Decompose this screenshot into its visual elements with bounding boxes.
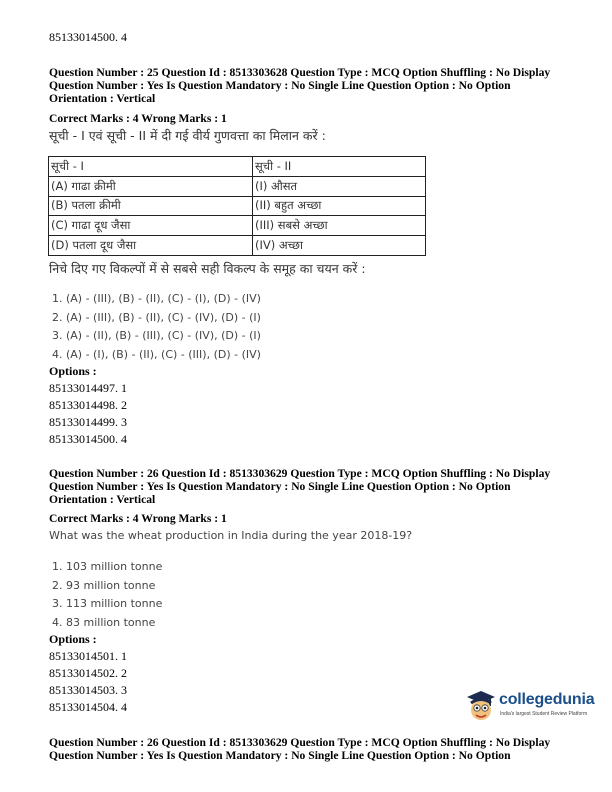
option-id: 85133014501. 1 (49, 649, 127, 663)
choice-item: 2. 93 million tonne (52, 578, 156, 592)
table-row (49, 236, 426, 256)
q26-options (49, 648, 127, 716)
collegedunia-logo (463, 688, 593, 726)
option-id: 85133014502. 2 (49, 666, 127, 680)
q26-meta-line3: Orientation : Vertical (49, 493, 156, 507)
choice-item: 4. (A) - (I), (B) - (II), (C) - (III), (D) - (IV) (52, 347, 261, 361)
q25-options (49, 380, 127, 448)
q25-meta-line2: Question Number : Yes Is Question Mandatory : No Single Line Question Option : No Option (49, 79, 511, 93)
option-id: 85133014504. 4 (49, 700, 127, 714)
q25-choices (52, 290, 261, 364)
q25-question: सूची - I एवं सूची - II में दी गई वीर्य गुणवत्ता का मिलान करें : (49, 128, 326, 143)
q26-meta-line1: Question Number : 26 Question Id : 8513303629 Question Type : MCQ Option Shuffling : No Display (49, 467, 551, 480)
table-cell: (III) सबसे अच्छा (253, 216, 426, 236)
q25-marks: Correct Marks : 4 Wrong Marks : 1 (49, 112, 227, 125)
q26-question: What was the wheat production in India during the year 2018-19? (49, 529, 413, 542)
table-cell: (A) गाढा क्रीमी (49, 176, 253, 196)
q25-meta-line1: Question Number : 25 Question Id : 8513303628 Question Type : MCQ Option Shuffling : No Display (49, 66, 551, 79)
choice-item: 1. 103 million tonne (52, 560, 163, 573)
choice-item: 3. 113 million tonne (52, 597, 163, 610)
q26-meta (49, 467, 589, 507)
graduate-mascot-icon (463, 688, 499, 724)
choice-item: 2. (A) - (III), (B) - (II), (C) - (IV), (D) - (I) (52, 310, 261, 324)
table-header-row (49, 157, 426, 177)
prev-option-line: 85133014500. 4 (49, 30, 127, 44)
option-id: 85133014500. 4 (49, 432, 127, 446)
table-header-cell: सूची - I (49, 157, 253, 177)
q26-repeat-meta-line1: Question Number : 26 Question Id : 8513303629 Question Type : MCQ Option Shuffling : No Display (49, 736, 551, 749)
q25-options-label: Options : (49, 364, 97, 378)
logo-tagline: India's largest Student Review Platform (500, 711, 588, 717)
q26-repeat-meta (49, 736, 589, 762)
logo-wordmark: collegedunia (499, 691, 595, 708)
q25-match-table (48, 156, 426, 256)
table-cell: (I) औसत (253, 176, 426, 196)
table-row (49, 176, 426, 196)
q26-choices (52, 558, 162, 632)
q26-marks: Correct Marks : 4 Wrong Marks : 1 (49, 512, 227, 525)
choice-item: 3. (A) - (II), (B) - (III), (C) - (IV), (D) - (I) (52, 329, 261, 342)
option-id: 85133014499. 3 (49, 415, 127, 429)
table-cell: (D) पतला दूध जैसा (49, 236, 253, 256)
q26-repeat-meta-line2: Question Number : Yes Is Question Mandatory : No Single Line Question Option : No Option (49, 749, 511, 763)
q25-meta (49, 66, 589, 106)
option-id: 85133014498. 2 (49, 398, 127, 412)
option-id: 85133014497. 1 (49, 381, 127, 395)
table-row (49, 196, 426, 216)
table-row (49, 216, 426, 236)
choice-item: 1. (A) - (III), (B) - (II), (C) - (I), (D) - (IV) (52, 292, 261, 305)
table-header-cell: सूची - II (253, 157, 426, 177)
table-cell: (II) बहुत अच्छा (253, 196, 426, 216)
q26-options-label: Options : (49, 632, 97, 646)
table-cell: (B) पतला क्रीमी (49, 196, 253, 216)
q26-meta-line2: Question Number : Yes Is Question Mandatory : No Single Line Question Option : No Option (49, 480, 511, 494)
table-cell: (C) गाढा दूध जैसा (49, 216, 253, 236)
option-id: 85133014503. 3 (49, 683, 127, 697)
table-cell: (IV) अच्छा (253, 236, 426, 256)
q25-instruction: निचे दिए गए विकल्पों में से सबसे सही विकल्प के समूह का चयन करें : (49, 261, 366, 276)
q25-meta-line3: Orientation : Vertical (49, 92, 156, 106)
choice-item: 4. 83 million tonne (52, 615, 156, 629)
